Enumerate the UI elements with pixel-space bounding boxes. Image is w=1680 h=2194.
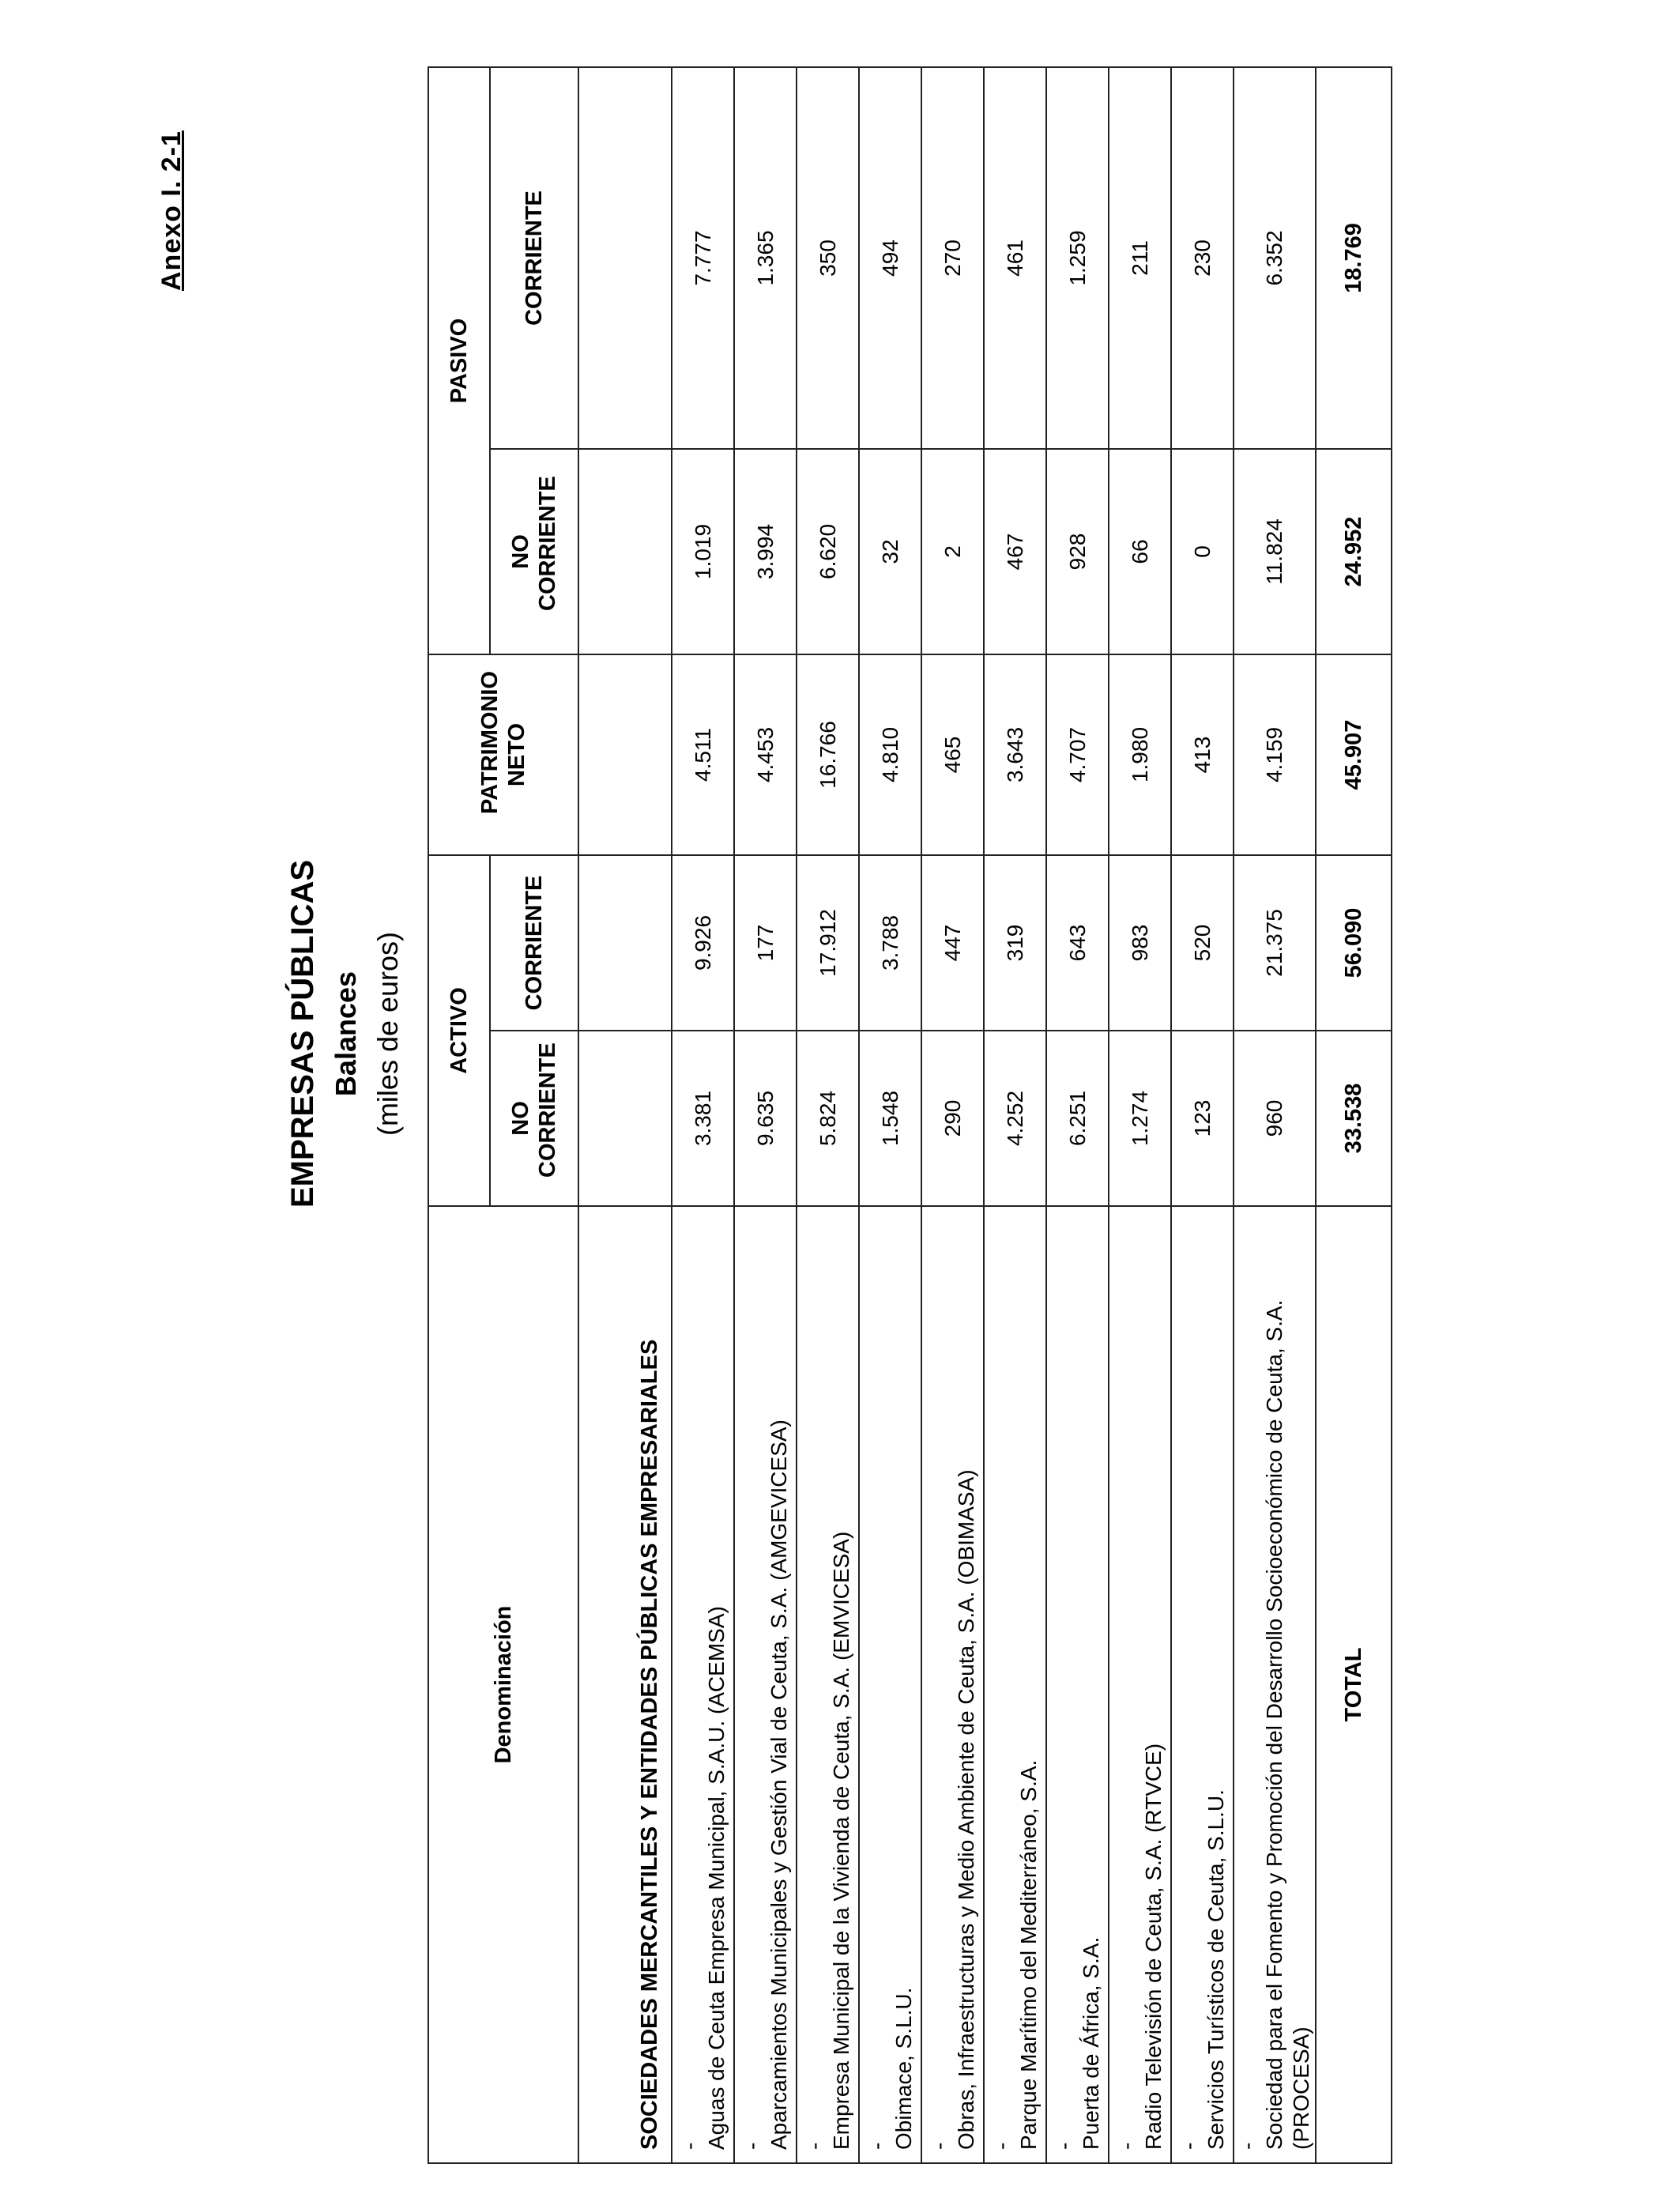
company-name-cell xyxy=(1234,1206,1316,2163)
activo-no-corriente-value: 6.251 xyxy=(1046,1031,1109,1206)
patrimonio-neto-label: PATRIMONIO NETO xyxy=(477,671,529,814)
patrimonio-neto-value: 4.453 xyxy=(734,654,797,855)
patrimonio-neto-value: 4.707 xyxy=(1046,654,1109,855)
pasivo-corriente-value: 6.352 xyxy=(1234,67,1316,449)
company-name: Sociedad para el Fomento y Promoción del Desarrollo Socioeconómico de Ceuta, S.A. (PROCESA) xyxy=(1262,1299,1313,2150)
activo-corriente-value: 983 xyxy=(1109,855,1171,1031)
company-name: Obimace, S.L.U. xyxy=(891,1987,916,2150)
activo-no-corriente-header xyxy=(490,1031,578,1206)
activo-corriente-header: CORRIENTE xyxy=(490,855,578,1031)
activo-no-corriente-value: 123 xyxy=(1171,1031,1234,1206)
activo-no-corriente-value: 4.252 xyxy=(984,1031,1046,1206)
table-row xyxy=(1171,67,1234,2163)
company-name-cell xyxy=(1171,1206,1234,2163)
patrimonio-neto-value: 1.980 xyxy=(1109,654,1171,855)
activo-corriente-value: 17.912 xyxy=(797,855,859,1031)
row-dash: - xyxy=(864,2142,889,2150)
activo-no-corriente-value: 9.635 xyxy=(734,1031,797,1206)
row-dash: - xyxy=(801,2142,827,2150)
patrimonio-neto-value: 16.766 xyxy=(797,654,859,855)
activo-no-corriente-value: 3.381 xyxy=(672,1031,734,1206)
company-name-cell xyxy=(672,1206,734,2163)
company-name: Obras, Infraestructuras y Medio Ambiente de Ceuta, S.A. (OBIMASA) xyxy=(953,1469,978,2150)
patrimonio-neto-value: 465 xyxy=(921,654,984,855)
patrimonio-neto-value: 4.810 xyxy=(859,654,921,855)
total-row xyxy=(1316,67,1392,2163)
table-row xyxy=(921,67,984,2163)
company-name: Puerta de África, S.A. xyxy=(1078,1936,1103,2150)
total-pasivo-corriente: 18.769 xyxy=(1316,67,1392,449)
pasivo-no-corriente-value: 11.824 xyxy=(1234,449,1316,654)
company-name-cell xyxy=(797,1206,859,2163)
patrimonio-neto-value: 4.159 xyxy=(1234,654,1316,855)
table-row xyxy=(859,67,921,2163)
company-name-cell xyxy=(921,1206,984,2163)
table-row xyxy=(797,67,859,2163)
document-title: EMPRESAS PÚBLICAS xyxy=(285,859,320,1208)
table-row xyxy=(1109,67,1171,2163)
pasivo-corriente-value: 1.365 xyxy=(734,67,797,449)
activo-no-corriente-value: 290 xyxy=(921,1031,984,1206)
total-activo-corriente: 56.090 xyxy=(1316,855,1392,1031)
company-name: Empresa Municipal de la Vivienda de Ceuta, S.A. (EMVICESA) xyxy=(828,1531,853,2150)
pasivo-no-corriente-value: 928 xyxy=(1046,449,1109,654)
row-dash: - xyxy=(1235,2142,1260,2150)
section-empty-cell xyxy=(578,654,672,855)
row-dash: - xyxy=(926,2142,951,2150)
title-block xyxy=(281,0,409,2194)
company-name: Aparcamientos Municipales y Gestión Vial de Ceuta, S.A. (AMGEVICESA) xyxy=(766,1419,791,2150)
pasivo-no-corriente-value: 66 xyxy=(1109,449,1171,654)
row-dash: - xyxy=(739,2142,764,2150)
pasivo-corriente-value: 7.777 xyxy=(672,67,734,449)
total-label: TOTAL xyxy=(1316,1206,1392,2163)
pasivo-corriente-value: 1.259 xyxy=(1046,67,1109,449)
annex-label: Anexo I. 2-1 xyxy=(156,130,186,291)
pasivo-no-corriente-value: 6.620 xyxy=(797,449,859,654)
pasivo-no-corriente-value: 1.019 xyxy=(672,449,734,654)
activo-corriente-value: 447 xyxy=(921,855,984,1031)
table-row xyxy=(672,67,734,2163)
activo-corriente-value: 21.375 xyxy=(1234,855,1316,1031)
company-name-cell xyxy=(734,1206,797,2163)
pasivo-corriente-value: 230 xyxy=(1171,67,1234,449)
pasivo-no-corriente-value: 32 xyxy=(859,449,921,654)
company-name: Radio Televisión de Ceuta, S.A. (RTVCE) xyxy=(1140,1743,1166,2150)
document-units: (miles de euros) xyxy=(371,931,404,1137)
row-dash: - xyxy=(1051,2142,1076,2150)
pasivo-no-corriente-value: 2 xyxy=(921,449,984,654)
denomination-header: Denominación xyxy=(428,1206,578,2163)
patrimonio-neto-value: 4.511 xyxy=(672,654,734,855)
company-name: Parque Marítimo del Mediterráneo, S.A. xyxy=(1015,1759,1041,2150)
activo-corriente-value: 177 xyxy=(734,855,797,1031)
total-activo-no-corriente: 33.538 xyxy=(1316,1031,1392,1206)
table-row xyxy=(734,67,797,2163)
table-row xyxy=(1234,67,1316,2163)
section-empty-cell xyxy=(578,1031,672,1206)
activo-corriente-value: 9.926 xyxy=(672,855,734,1031)
activo-no-corriente-value: 1.274 xyxy=(1109,1031,1171,1206)
company-name-cell xyxy=(859,1206,921,2163)
row-dash: - xyxy=(676,2142,702,2150)
company-name-cell xyxy=(1046,1206,1109,2163)
balances-table xyxy=(428,66,1392,2164)
company-name: Aguas de Ceuta Empresa Municipal, S.A.U. (ACEMSA) xyxy=(703,1606,729,2150)
patrimonio-neto-value: 3.643 xyxy=(984,654,1046,855)
section-empty-cell xyxy=(578,449,672,654)
header-row-groups xyxy=(428,67,490,2163)
activo-corriente-value: 520 xyxy=(1171,855,1234,1031)
pasivo-corriente-value: 211 xyxy=(1109,67,1171,449)
pasivo-no-corriente-header xyxy=(490,449,578,654)
activo-corriente-value: 3.788 xyxy=(859,855,921,1031)
activo-no-corriente-value: 960 xyxy=(1234,1031,1316,1206)
row-dash: - xyxy=(989,2142,1014,2150)
patrimonio-neto-header xyxy=(428,654,578,855)
company-name-cell xyxy=(984,1206,1046,2163)
activo-no-corriente-value: 1.548 xyxy=(859,1031,921,1206)
pasivo-corriente-header: CORRIENTE xyxy=(490,67,578,449)
section-empty-cell xyxy=(578,855,672,1031)
pasivo-no-corriente-value: 467 xyxy=(984,449,1046,654)
table-row xyxy=(1046,67,1109,2163)
pasivo-no-corriente-value: 3.994 xyxy=(734,449,797,654)
company-name: Servicios Turísticos de Ceuta, S.L.U. xyxy=(1203,1789,1228,2150)
pasivo-no-corriente-value: 0 xyxy=(1171,449,1234,654)
pasivo-no-corriente-label: NO CORRIENTE xyxy=(508,476,560,611)
row-dash: - xyxy=(1176,2142,1201,2150)
activo-header: ACTIVO xyxy=(428,855,490,1206)
table-row xyxy=(984,67,1046,2163)
total-pasivo-no-corriente: 24.952 xyxy=(1316,449,1392,654)
pasivo-corriente-value: 270 xyxy=(921,67,984,449)
company-name-cell xyxy=(1109,1206,1171,2163)
row-dash: - xyxy=(1113,2142,1139,2150)
section-row xyxy=(578,67,672,2163)
total-patrimonio-neto: 45.907 xyxy=(1316,654,1392,855)
pasivo-corriente-value: 494 xyxy=(859,67,921,449)
pasivo-header: PASIVO xyxy=(428,67,490,654)
section-title: SOCIEDADES MERCANTILES Y ENTIDADES PÚBLICAS EMPRESARIALES xyxy=(578,1206,672,2163)
activo-no-corriente-value: 5.824 xyxy=(797,1031,859,1206)
document-subtitle: Balances xyxy=(330,971,362,1097)
activo-corriente-value: 643 xyxy=(1046,855,1109,1031)
table-body xyxy=(578,67,1392,2163)
section-empty-cell xyxy=(578,67,672,449)
activo-no-corriente-label: NO CORRIENTE xyxy=(508,1042,560,1178)
patrimonio-neto-value: 413 xyxy=(1171,654,1234,855)
pasivo-corriente-value: 461 xyxy=(984,67,1046,449)
activo-corriente-value: 319 xyxy=(984,855,1046,1031)
pasivo-corriente-value: 350 xyxy=(797,67,859,449)
